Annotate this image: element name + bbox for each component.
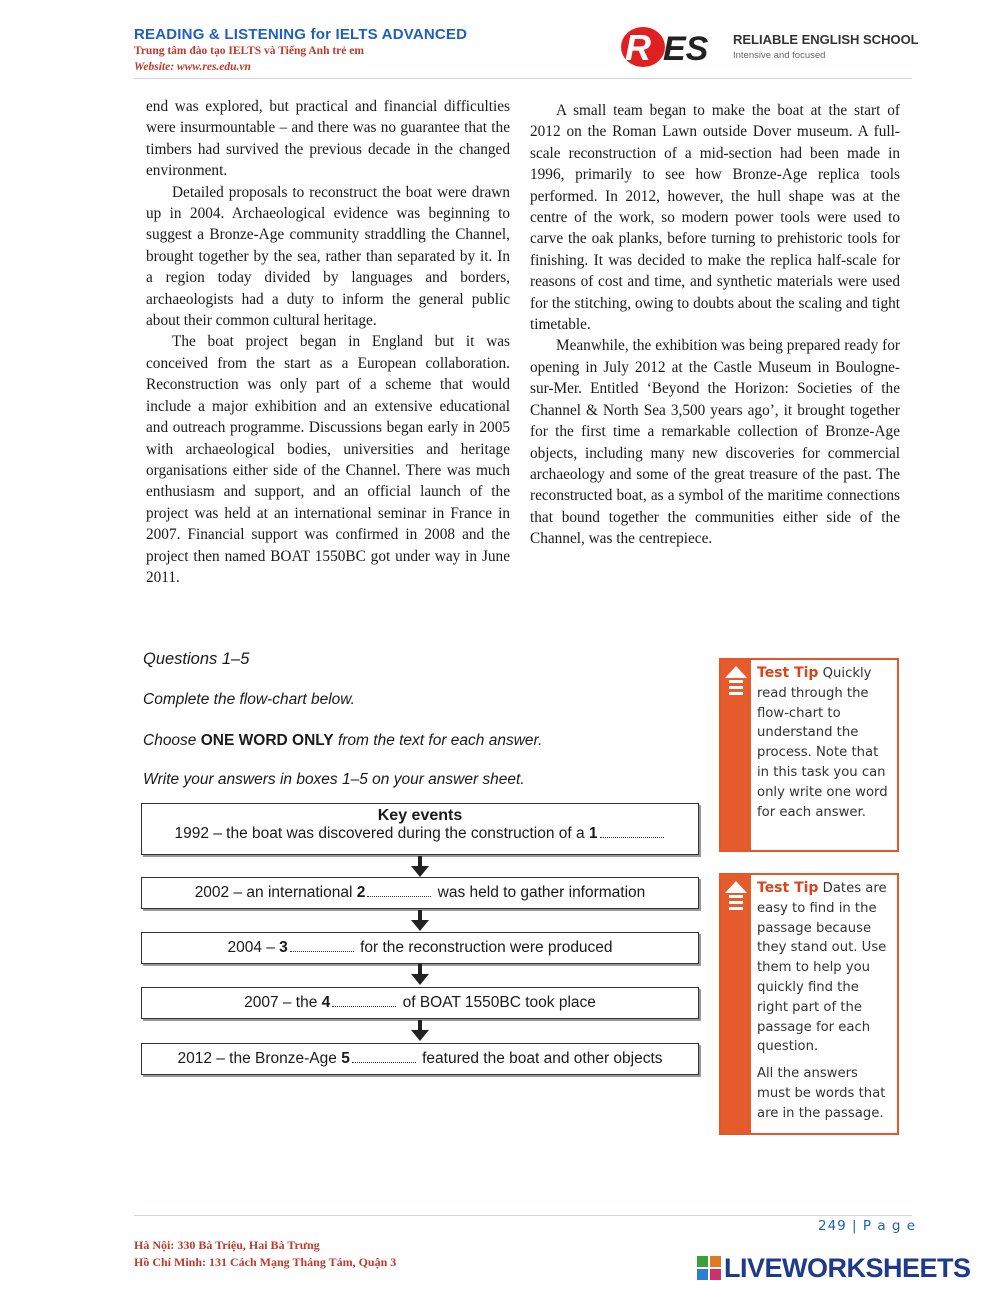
gap-number: 4 <box>321 994 331 1011</box>
gap-number: 5 <box>341 1050 350 1067</box>
school-tagline: Intensive and focused <box>733 50 826 61</box>
footer-divider <box>134 1215 912 1216</box>
test-tip-box <box>719 873 899 1135</box>
liveworksheets-brand[interactable]: LIVEWORKSHEETS <box>724 1253 971 1283</box>
flowchart-step-1 <box>141 803 699 855</box>
answer-gap[interactable] <box>600 827 664 838</box>
tip-arrow-up-icon <box>725 666 747 712</box>
answer-gap[interactable] <box>367 886 431 897</box>
header-website: Website: www.res.edu.vn <box>134 61 251 73</box>
passage-paragraph: A small team began to make the boat at the start of 2012 on the Roman Lawn outside Dover museum. A full-scale reconstruction of a mid-section had been made in 1996, primarily to see how Bronze-Age replica tools performed. In 2012, however, the hull shape was at the centre of the work, so modern power tools were used to carve the oak planks, before turning to prehistoric tools for finishing. It was decided to make the replica half-scale for reasons of cost and time, and synthetic materials were used for the stitching, owing to doubts about the scaling and tight timetable. <box>530 102 900 334</box>
questions-heading: Questions 1–5 <box>143 650 250 668</box>
answer-gap[interactable] <box>290 941 354 952</box>
step-text: 2002 – an international <box>194 884 357 901</box>
header-subtitle: Trung tâm đào tạo IELTS và Tiếng Anh trẻ em <box>134 45 364 57</box>
tip-paragraph: All the answers must be words that are in the passage. <box>757 1066 886 1121</box>
res-logo-text-rest: ES <box>663 30 709 68</box>
flowchart-step-3 <box>141 932 699 964</box>
passage-left-column <box>146 96 510 588</box>
tip-text <box>757 875 897 1132</box>
passage-paragraph: Meanwhile, the exhibition was being prepared ready for opening in July 2012 at the Castle Museum in Boulogne-sur-Mer. Entitled ‘Beyond the Horizon: Societies of the Channel & North Sea 3,500 years ago’, it brought together for the first time a remarkable collection of Bronze-Age objects, including many new discoveries for commercial archaeology and some of the great treasure of the past. The reconstructed boat, as a symbol of the maritime connections that bound together the communities either side of the Channel, was the centrepiece. <box>530 337 900 548</box>
tip-arrow-up-icon <box>725 881 747 927</box>
passage-paragraph: Detailed proposals to reconstruct the boat were drawn up in 2004. Archaeological evidence was beginning to suggest a Bronze-Age community straddling the Channel, brought together by the sea, rather than separated by it. In a region today divided by languages and borders, archaeologists had a duty to inform the general public about their common cultural heritage. <box>146 183 510 330</box>
step-text: of BOAT 1550BC took place <box>398 994 596 1011</box>
down-arrow-icon <box>410 910 430 932</box>
gap-number: 3 <box>279 939 288 956</box>
passage-right-column <box>530 100 900 550</box>
flowchart-line <box>142 1044 698 1074</box>
flowchart-title: Key events <box>377 807 463 824</box>
passage-paragraph: The boat project began in England but it was conceived from the start as a European collaboration. Reconstruction was only part of a scheme that would include a major exhibition and an extensive educational and outreach programme. Discussions began early in 2005 with archaeological bodies, universities and heritage organisations either side of the Channel. There was much enthusiasm and support, and an official launch of the project was held at an international seminar in France in 2007. Financial support was confirmed in 2008 and the project then named BOAT 1550BC got under way in June 2011. <box>146 333 510 586</box>
res-logo <box>619 25 729 69</box>
step-text: was held to gather information <box>433 884 646 901</box>
flowchart-line <box>142 933 698 963</box>
page-number: 249 | P a g e <box>818 1218 917 1234</box>
test-tip-box <box>719 658 899 852</box>
flowchart-line <box>142 878 698 908</box>
flowchart-step-5 <box>141 1043 699 1075</box>
down-arrow-icon <box>410 1020 430 1042</box>
instruction-choose-post: from the text for each answer. <box>333 732 543 749</box>
tip-label: Test Tip <box>757 880 819 896</box>
answer-gap[interactable] <box>332 996 396 1007</box>
instruction-choose-pre: Choose <box>143 732 201 749</box>
step-text: featured the boat and other objects <box>417 1050 663 1067</box>
instruction-complete: Complete the flow-chart below. <box>143 691 355 708</box>
tip-paragraph: Dates are easy to find in the passage because they stand out. Use them to help you quickly find the right part of the passage for each question. <box>757 881 887 1055</box>
instruction-write: Write your answers in boxes 1–5 on your answer sheet. <box>143 771 525 788</box>
flowchart-line <box>142 988 698 1018</box>
answer-gap[interactable] <box>352 1052 416 1063</box>
step-text: 2012 – the Bronze-Age <box>177 1050 342 1067</box>
step-text: 2004 – <box>227 939 280 956</box>
instruction-choose <box>143 732 542 750</box>
gap-number: 2 <box>356 884 366 901</box>
down-arrow-icon <box>410 856 430 878</box>
tip-label: Test Tip <box>757 665 819 681</box>
res-logo-text-r: R <box>625 27 651 68</box>
school-name: RELIABLE ENGLISH SCHOOL <box>733 32 919 47</box>
flowchart-step-4 <box>141 987 699 1019</box>
header-title: READING & LISTENING for IELTS ADVANCED <box>134 26 468 43</box>
flowchart-step-2 <box>141 877 699 909</box>
step-text: 1992 – the boat was discovered during the construction of a <box>174 825 589 842</box>
down-arrow-icon <box>410 964 430 986</box>
liveworksheets-logo-icon <box>697 1256 721 1280</box>
passage-paragraph: end was explored, but practical and financial difficulties were insurmountable – and there was no guarantee that the timbers had survived the previous decade in the changed environment. <box>146 98 510 180</box>
step-text: for the reconstruction were produced <box>355 939 613 956</box>
tip-text <box>757 660 897 830</box>
instruction-choose-bold: ONE WORD ONLY <box>200 732 334 749</box>
tip-paragraph: Quickly read through the flow-chart to understand the process. Note that in this task you can only write one word for each answer. <box>757 666 888 820</box>
address-hcm: Hồ Chí Minh: 131 Cách Mạng Tháng Tám, Quận 3 <box>134 1255 397 1269</box>
flowchart-line <box>142 825 698 843</box>
gap-number: 1 <box>588 825 598 842</box>
address-hanoi: Hà Nội: 330 Bà Triệu, Hai Bà Trưng <box>134 1238 320 1252</box>
header-divider <box>134 78 912 79</box>
step-text: 2007 – the <box>244 994 322 1011</box>
